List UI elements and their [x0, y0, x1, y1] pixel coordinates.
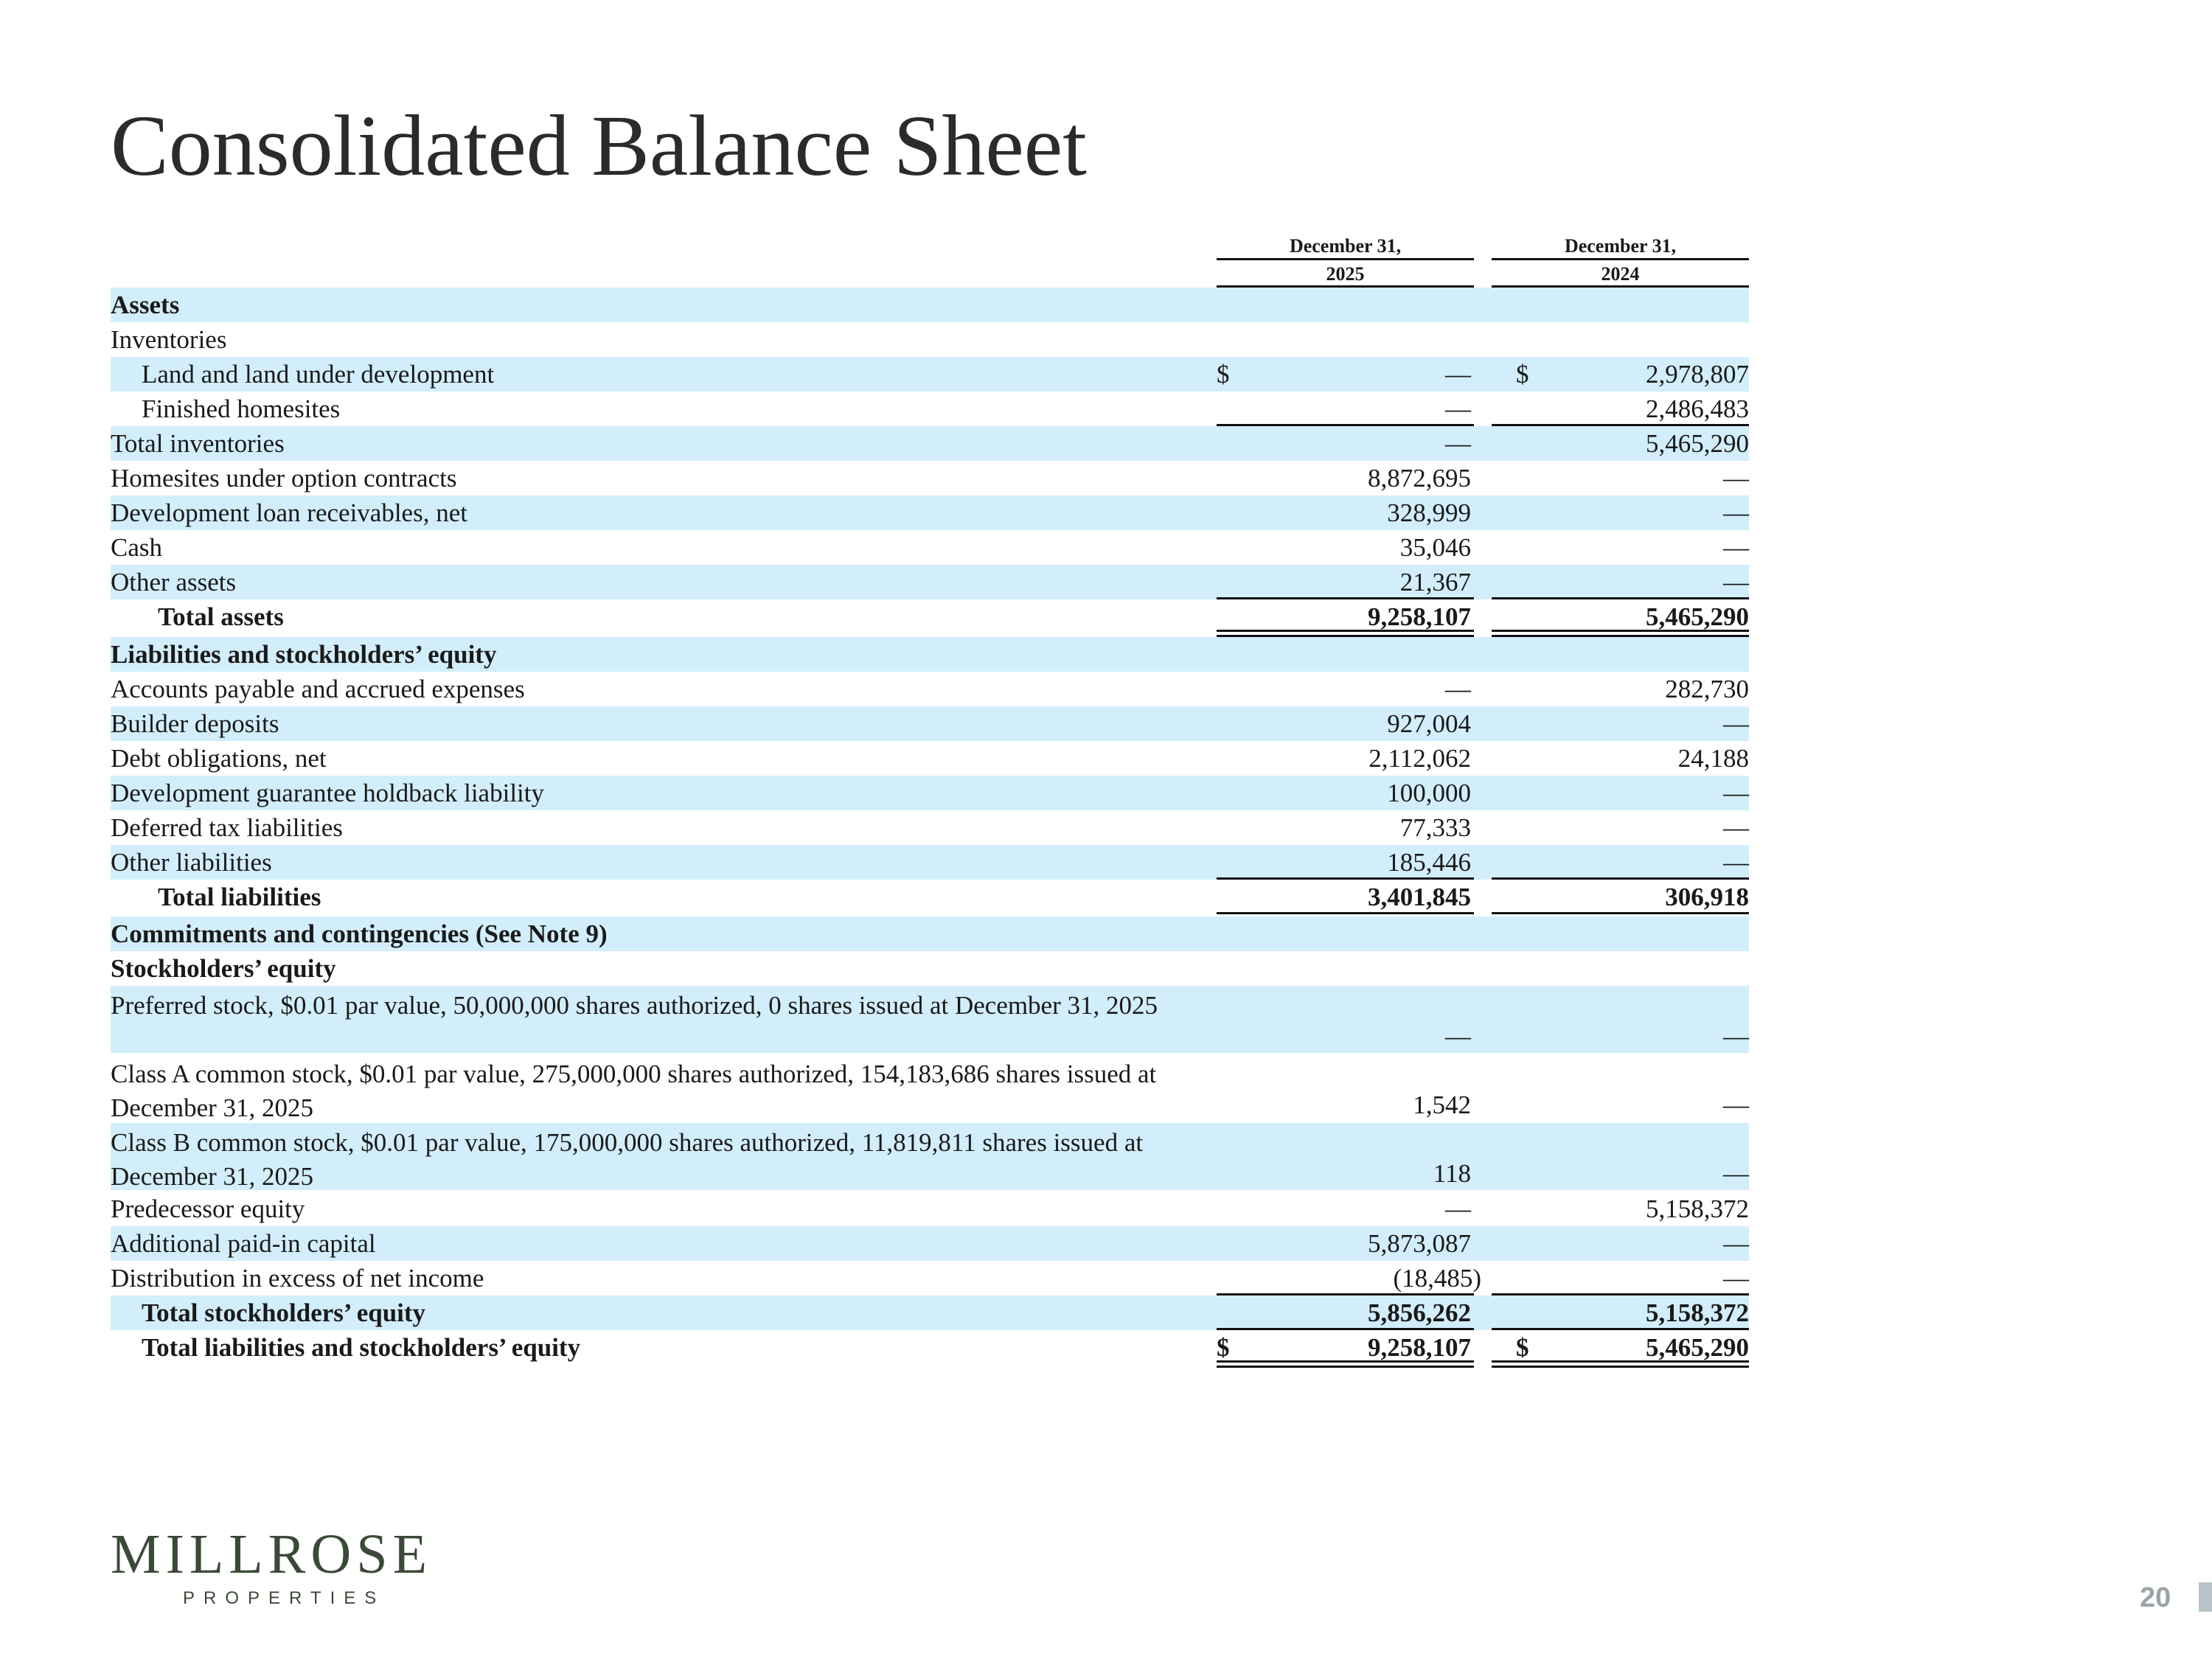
double-underline: [1492, 630, 1749, 637]
value-2024: —: [1723, 1022, 1749, 1051]
column-header-2025-rule-top: [1217, 258, 1474, 260]
value-2025: 328,999: [1387, 498, 1471, 527]
double-underline: [1492, 1360, 1749, 1368]
row-label: Other assets: [111, 568, 237, 597]
row-label: Inventories: [111, 325, 227, 354]
table-row-inventories: [111, 322, 1749, 357]
column-header-2025-line1: December 31,: [1289, 235, 1402, 257]
section-header-stockholders-equity: [111, 951, 1749, 986]
table-row-other-assets: [111, 565, 1749, 599]
table-row-total-liab-equity: [111, 1330, 1749, 1365]
table-row-holdback-liability: [111, 776, 1749, 810]
value-2025: 9,258,107: [1368, 602, 1471, 631]
row-label: Land and land under development: [142, 360, 495, 389]
row-label: Debt obligations, net: [111, 744, 327, 773]
table-row-dev-loan-receivables: [111, 495, 1749, 530]
value-2024: 24,188: [1677, 744, 1749, 773]
row-label: Class B common stock, $0.01 par value, 175,000,000 shares authorized, 11,819,811 shares issued at December 31, 2025: [111, 1128, 1144, 1191]
section-header-assets: [111, 288, 1749, 322]
value-2025: 35,046: [1399, 533, 1471, 562]
page-title: Consolidated Balance Sheet: [111, 97, 1087, 194]
row-label: Accounts payable and accrued expenses: [111, 675, 525, 703]
section-header-liabilities: [111, 637, 1749, 672]
value-2025: 5,873,087: [1368, 1229, 1471, 1258]
value-2025: 8,872,695: [1368, 464, 1471, 493]
currency-symbol: $: [1217, 360, 1230, 389]
value-2025: 2,112,062: [1368, 744, 1471, 773]
value-2025: 77,333: [1399, 813, 1471, 842]
table-row-accounts-payable: [111, 672, 1749, 706]
table-row-preferred-stock: [111, 986, 1749, 1053]
table-row-predecessor-equity: [111, 1192, 1749, 1226]
row-label: Deferred tax liabilities: [111, 813, 343, 842]
table-row-cash: [111, 530, 1749, 565]
value-2025: 118: [1433, 1159, 1471, 1188]
company-logo-subtitle: PROPERTIES: [183, 1588, 386, 1608]
double-underline: [1217, 630, 1474, 637]
value-2024: —: [1723, 1091, 1749, 1119]
table-row-total-assets: [111, 599, 1749, 634]
value-2025: 185,446: [1387, 848, 1471, 877]
table-row-class-b-stock: [111, 1123, 1749, 1190]
value-2025: —: [1445, 675, 1471, 703]
column-header-2025-line2: 2025: [1326, 263, 1365, 285]
value-2025: 100,000: [1387, 779, 1471, 807]
row-label: Liabilities and stockholders’ equity: [111, 640, 497, 669]
value-2024: —: [1723, 1159, 1749, 1188]
currency-symbol: $: [1516, 1333, 1529, 1362]
column-header-2024-rule-top: [1492, 258, 1749, 260]
table-row-other-liabilities: [111, 845, 1749, 880]
value-2024: —: [1723, 813, 1749, 842]
row-label: Cash: [111, 533, 162, 562]
value-2025: 9,258,107: [1368, 1333, 1471, 1362]
currency-symbol: $: [1516, 360, 1529, 389]
value-2024: —: [1723, 498, 1749, 527]
value-2024: —: [1723, 709, 1749, 738]
row-label: Other liabilities: [111, 848, 272, 877]
value-2025: 1,542: [1413, 1091, 1471, 1119]
value-2024: 306,918: [1665, 883, 1749, 911]
value-2024: —: [1723, 464, 1749, 493]
row-label: Distribution in excess of net income: [111, 1264, 484, 1293]
value-2024: —: [1723, 848, 1749, 877]
table-row-finished-homesites: [111, 392, 1749, 426]
underline: [1492, 912, 1749, 914]
value-2025: 21,367: [1399, 568, 1471, 597]
row-label: Finished homesites: [142, 394, 341, 423]
row-label: Development guarantee holdback liability: [111, 779, 544, 807]
section-header-commitments: [111, 917, 1749, 951]
column-header-2024-line1: December 31,: [1564, 235, 1677, 257]
value-2024: —: [1723, 568, 1749, 597]
row-label: Preferred stock, $0.01 par value, 50,000,000 shares authorized, 0 shares issued at December 31, 2025: [111, 991, 1158, 1020]
value-2025: —: [1445, 360, 1471, 389]
value-2025: —: [1445, 1022, 1471, 1051]
value-2024: —: [1723, 1229, 1749, 1258]
table-row-debt-obligations: [111, 741, 1749, 776]
row-label: Stockholders’ equity: [111, 954, 336, 983]
table-row-total-equity: [111, 1295, 1749, 1330]
company-logo: MILLROSE: [111, 1523, 432, 1585]
table-row-deferred-tax: [111, 810, 1749, 845]
table-row-land: [111, 357, 1749, 392]
column-header-2024: [1492, 232, 1749, 288]
value-2024: —: [1723, 1264, 1749, 1293]
row-label: Total liabilities and stockholders’ equity: [142, 1333, 581, 1362]
row-label: Additional paid-in capital: [111, 1229, 376, 1258]
page-number: 20: [2140, 1582, 2171, 1613]
table-row-total-inventories: [111, 426, 1749, 461]
value-2024: —: [1723, 779, 1749, 807]
column-header-2024-line2: 2024: [1601, 263, 1640, 285]
row-label: Assets: [111, 291, 180, 319]
value-2025: 3,401,845: [1368, 883, 1471, 911]
row-label: Class A common stock, $0.01 par value, 275,000,000 shares authorized, 154,183,686 shares issued at December 31, 2025: [111, 1060, 1157, 1122]
column-header-2025: [1217, 232, 1474, 288]
row-label: Total liabilities: [158, 883, 321, 911]
table-row-apic: [111, 1226, 1749, 1261]
value-2024: 2,486,483: [1646, 394, 1749, 423]
table-row-class-a-stock: [111, 1054, 1749, 1121]
value-2024: 282,730: [1665, 675, 1749, 703]
value-2025: —: [1445, 394, 1471, 423]
value-2025: —: [1445, 429, 1471, 458]
row-label: Commitments and contingencies (See Note 9): [111, 919, 608, 948]
underline: [1217, 912, 1474, 914]
currency-symbol: $: [1217, 1333, 1230, 1362]
row-label: Total stockholders’ equity: [142, 1298, 426, 1327]
row-label: Development loan receivables, net: [111, 498, 467, 527]
value-2025: 5,856,262: [1368, 1298, 1471, 1327]
table-row-homesites-option: [111, 461, 1749, 495]
value-2025: 927,004: [1387, 709, 1471, 738]
value-2025: (18,485): [1393, 1264, 1481, 1293]
table-row-distribution: [111, 1261, 1749, 1295]
value-2024: 5,465,290: [1646, 602, 1749, 631]
row-label: Total assets: [158, 602, 284, 631]
row-label: Predecessor equity: [111, 1194, 305, 1223]
value-2025: —: [1445, 1194, 1471, 1223]
value-2024: 5,158,372: [1646, 1298, 1749, 1327]
row-label: Total inventories: [111, 429, 285, 458]
page-marker: [2199, 1582, 2212, 1612]
value-2024: 5,158,372: [1646, 1194, 1749, 1223]
table-row-builder-deposits: [111, 706, 1749, 741]
value-2024: —: [1723, 533, 1749, 562]
row-label: Builder deposits: [111, 709, 279, 738]
value-2024: 2,978,807: [1646, 360, 1749, 389]
row-label: Homesites under option contracts: [111, 464, 457, 493]
table-row-total-liabilities: [111, 880, 1749, 914]
value-2024: 5,465,290: [1646, 429, 1749, 458]
value-2024: 5,465,290: [1646, 1333, 1749, 1362]
double-underline: [1217, 1360, 1474, 1368]
